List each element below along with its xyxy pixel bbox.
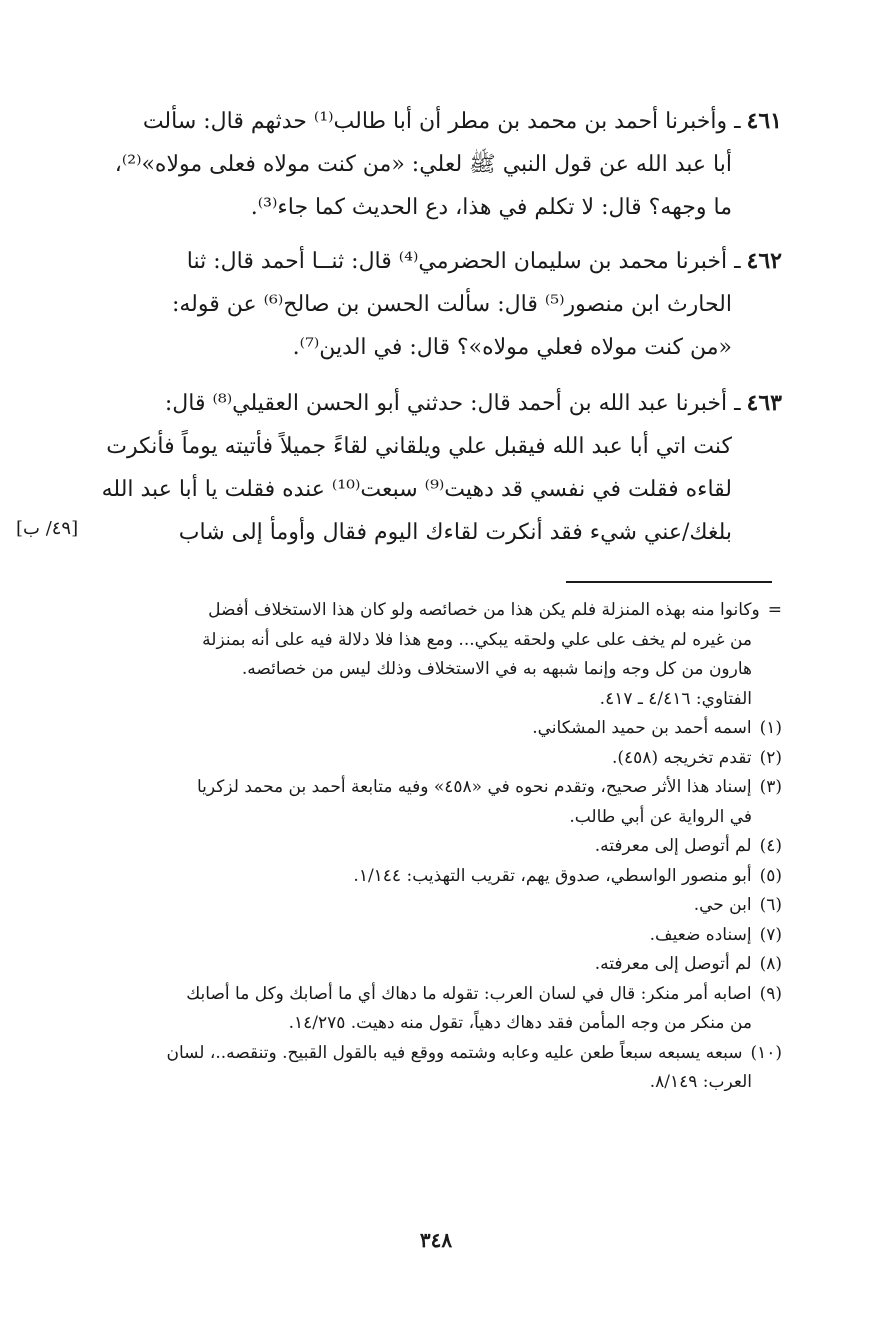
footnote-mark: = (767, 600, 782, 620)
entry-line: لقاءه فقلت في نفسي قد دهيت⁽⁹⁾ سبعت⁽¹⁰⁾ عنده فقلت يا أبا عبد الله (101, 477, 732, 502)
footnotes (82, 596, 782, 1098)
footnote-mark: (٨) (759, 954, 782, 974)
entry-number: ٤٦٣ (746, 390, 782, 416)
footnote-6: (٦)ابن حي. (693, 895, 782, 915)
footnote-mark: (٩) (759, 983, 782, 1004)
entry-number: ٤٦١ (746, 108, 782, 134)
footnote-2: (٢)تقدم تخريجه (٤٥٨). (612, 747, 782, 768)
entry-number: ٤٦٢ (746, 248, 782, 274)
entry-line: ما وجهه؟ قال: لا تكلم في هذا، دع الحديث كما جاء⁽³⁾. (250, 195, 732, 220)
footnote-mark: (٢) (759, 747, 782, 768)
footnote-9: (٩)اصابه أمر منكر: قال في لسان العرب: تقوله ما دهاك أي ما أصابك وكل ما أصابك من منكر من وجه المأمن فقد دهاك دهياً، تقول منه دهيت. ١٤/٢٧٥. (186, 983, 782, 1033)
footnote-continued: =وكانوا منه بهذه المنزلة فلم يكن هذا من خصائصه ولو كان هذا الاستخلاف أفضل من غيره لم يخف على علي ولحقه يبكي... ومع هذا فلا دلالة فيه على أنه بمنزلة هارون من كل وجه وإنما شبهه به في الاستخلاف وذلك ليس من خصائصه. الفتاوي: ٤/٤١٦ ـ ٤١٧. (202, 600, 782, 709)
footnote-4: (٤)لم أتوصل إلى معرفته. (594, 836, 782, 856)
entry-line: الحارث ابن منصور⁽⁵⁾ قال: سألت الحسن بن صالح⁽⁶⁾ عن قوله: (171, 292, 732, 317)
manuscript-folio-note: [٤٩/ ب] (16, 518, 79, 539)
footnote-mark: (٥) (759, 865, 782, 886)
footnote-7: (٧)إسناده ضعيف. (649, 924, 782, 945)
footnote-8: (٨)لم أتوصل إلى معرفته. (594, 954, 782, 974)
entry-line: بلغك/عني شيء فقد أنكرت لقاءك اليوم فقال وأومأ إلى شاب (178, 520, 732, 545)
hadith-entry-461 (82, 100, 782, 229)
hadith-entry-463 (82, 382, 782, 554)
footnote-mark: (٣) (759, 777, 782, 797)
footnote-mark: (٤) (759, 836, 782, 856)
footnote-5: (٥)أبو منصور الواسطي، صدوق يهم، تقريب التهذيب: ١/١٤٤. (353, 865, 782, 886)
entry-line: كنت اتي أبا عبد الله فيقبل علي ويلقاني لقاءً جميلاً فأتيته يوماً فأنكرت (106, 434, 732, 459)
entry-line: «من كنت مولاه فعلي مولاه»؟ قال: في الدين⁽⁷⁾. (292, 335, 732, 360)
footnote-mark: (١) (759, 718, 782, 738)
entry-line: ٤٦٣ـ أخبرنا عبد الله بن أحمد قال: حدثني أبو الحسن العقيلي⁽⁸⁾ قال: (164, 390, 782, 416)
footnote-separator (566, 581, 772, 583)
footnote-3: (٣)إسناد هذا الأثر صحيح، وتقدم نحوه في «٤٥٨» وفيه متابعة أحمد بن محمد لزكريا في الرواية عن أبي طالب. (196, 777, 782, 827)
footnote-10: (١٠)سبعه يسبعه سبعاً طعن عليه وعابه وشتمه ووقع فيه بالقول القبيح. وتنقصه..، لسان العرب: ٨/١٤٩. (166, 1042, 782, 1092)
footnote-mark: (١٠) (750, 1042, 782, 1063)
hadith-entry-462 (82, 240, 782, 369)
footnote-mark: (٧) (759, 924, 782, 945)
entry-line: ٤٦٢ـ أخبرنا محمد بن سليمان الحضرمي⁽⁴⁾ قال: ثنــا أحمد قال: ثنا (186, 248, 782, 274)
entry-line: ٤٦١ـ وأخبرنا أحمد بن محمد بن مطر أن أبا طالب⁽¹⁾ حدثهم قال: سألت (142, 108, 782, 134)
entry-line: أبا عبد الله عن قول النبي ﷺ لعلي: «من كنت مولاه فعلى مولاه»⁽²⁾، (114, 152, 732, 177)
footnote-1: (١)اسمه أحمد بن حميد المشكاني. (532, 718, 782, 738)
page-number: ٣٤٨ (419, 1228, 453, 1252)
footnote-mark: (٦) (759, 895, 782, 915)
